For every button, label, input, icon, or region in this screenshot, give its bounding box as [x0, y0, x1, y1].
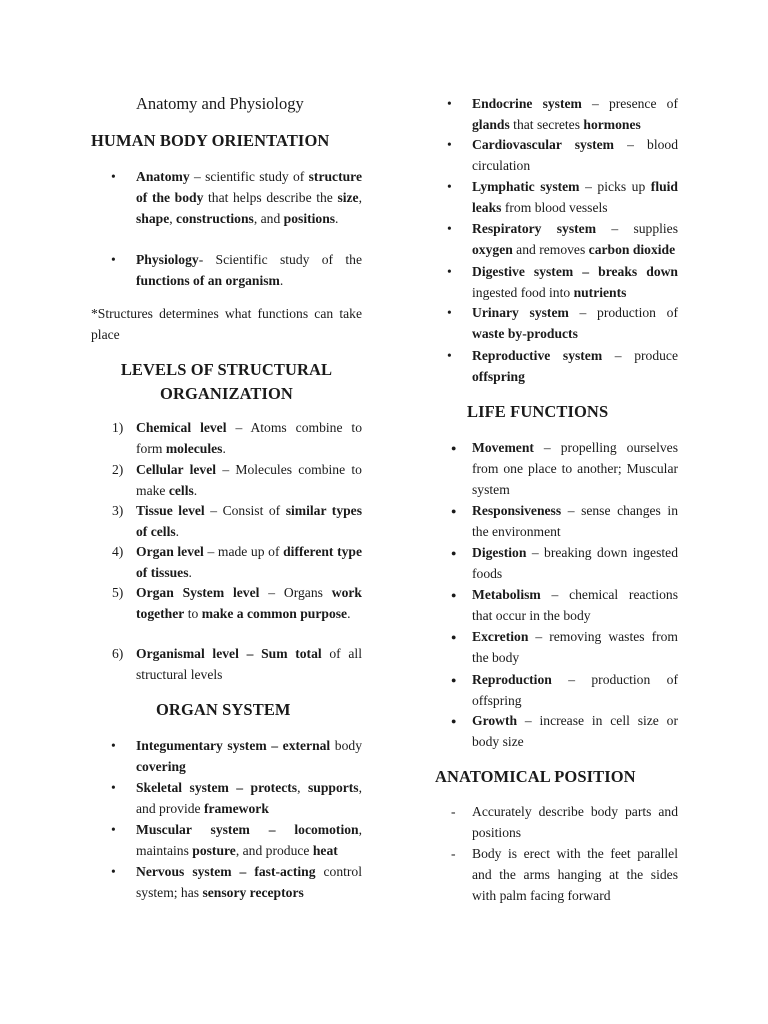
bold-text: Lymphatic system: [472, 179, 580, 194]
text: – Organs: [259, 585, 332, 600]
bold-text: Endocrine system: [472, 96, 582, 111]
bullet-marker: •: [447, 348, 452, 363]
bullet-marker: •: [111, 169, 116, 184]
text: – supplies: [596, 221, 678, 236]
bold-text: Integumentary system – external: [136, 738, 331, 753]
anatomical-position-item: [451, 844, 678, 906]
text: ,: [297, 780, 308, 795]
list-number: 3): [112, 503, 124, 518]
level-item: [112, 501, 362, 543]
text: body: [330, 738, 362, 753]
bullet-marker: •: [447, 179, 452, 194]
bold-text: Organismal level – Sum total: [136, 646, 322, 661]
bold-text: similar types of cells: [136, 503, 362, 539]
bullet-marker: •: [447, 221, 452, 236]
organ-system-item: [447, 346, 678, 388]
level-item: [112, 460, 362, 502]
text: , and produce: [235, 842, 313, 858]
text: – Atoms combine to form: [136, 420, 363, 456]
organ-system-item: [447, 219, 678, 261]
text: , maintains: [136, 822, 362, 858]
heading-human-body-orientation: HUMAN BODY ORIENTATION: [91, 131, 330, 150]
text: .: [188, 564, 192, 580]
bold-text: Responsiveness: [472, 503, 562, 518]
text: ingested food into: [472, 284, 574, 300]
text: – Molecules combine to make: [136, 462, 362, 498]
text: .: [175, 523, 180, 539]
life-function-item: [451, 543, 678, 585]
dash-marker: -: [451, 846, 456, 861]
bold-text: Excretion: [472, 629, 529, 644]
text: .: [335, 210, 339, 226]
text: Accurately describe body parts and positions: [472, 804, 678, 840]
bold-text: carbon dioxide: [588, 241, 676, 257]
text: .: [279, 272, 284, 288]
bold-text: Digestive system – breaks down: [472, 264, 678, 279]
bold-text: make a common purpose: [201, 605, 348, 621]
orientation-item: [111, 250, 362, 292]
level-item: [112, 418, 363, 460]
text: – made up of: [203, 544, 284, 559]
list-number: 4): [112, 544, 124, 559]
level-item: [112, 542, 362, 584]
level-item: [112, 644, 362, 686]
text: – scientific study of: [189, 169, 309, 184]
text: of all structural levels: [136, 646, 362, 682]
text: ,: [358, 189, 362, 205]
text: to: [184, 605, 202, 621]
organ-system-item: [447, 135, 678, 177]
life-function-item: [451, 627, 678, 669]
bold-text: Organ System level: [136, 585, 260, 600]
life-function-item: [451, 501, 678, 543]
text: – production of offspring: [472, 672, 678, 708]
bullet-marker: •: [447, 264, 452, 279]
heading-life-functions: LIFE FUNCTIONS: [467, 402, 609, 421]
dash-marker: -: [451, 804, 456, 819]
text: and removes: [512, 241, 589, 257]
text: – production of: [568, 305, 678, 320]
text: .: [193, 482, 198, 498]
bold-text: constructions: [176, 210, 254, 226]
bold-text: cells: [168, 482, 194, 498]
text: – produce: [602, 348, 678, 363]
life-function-item: [451, 670, 678, 712]
bullet-marker: ●: [451, 590, 457, 600]
organ-system-item: [447, 94, 678, 136]
organ-system-item: [447, 177, 678, 219]
text: from blood vessels: [501, 199, 608, 215]
list-number: 1): [112, 420, 124, 435]
bullet-marker: •: [111, 738, 116, 753]
text: that helps describe the: [203, 189, 338, 205]
bold-text: Organ level: [136, 544, 204, 559]
bold-text: waste by-products: [472, 325, 578, 341]
bullet-marker: ●: [451, 443, 457, 453]
bullet-marker: •: [111, 252, 116, 267]
life-function-item: [451, 585, 678, 627]
level-item: [112, 583, 362, 625]
bullet-marker: •: [111, 822, 116, 837]
bold-text: Anatomy: [136, 169, 190, 184]
bold-text: sensory receptors: [202, 884, 304, 900]
bullet-marker: ●: [451, 506, 457, 516]
bold-text: oxygen: [472, 241, 513, 257]
bold-text: Reproductive system: [472, 348, 603, 363]
bold-text: Muscular system – locomotion: [136, 822, 359, 837]
bold-text: offspring: [472, 368, 525, 384]
bold-text: Cardiovascular system: [472, 137, 614, 152]
bold-text: Digestion: [472, 545, 527, 560]
bold-text: heat: [312, 842, 338, 858]
bullet-marker: ●: [451, 716, 457, 726]
bold-text: Tissue level: [136, 503, 205, 518]
organ-system-item: [111, 778, 363, 820]
bullet-marker: ●: [451, 675, 457, 685]
list-number: 2): [112, 462, 124, 477]
bold-text: hormones: [583, 116, 641, 132]
organ-system-item: [111, 736, 362, 778]
text: – propelling ourselves from one place to another; Muscular system: [472, 440, 678, 497]
bold-text: Metabolism: [472, 587, 541, 602]
text: , and provide: [136, 780, 363, 816]
bold-text: different type of tissues: [136, 544, 362, 580]
organ-system-item: [447, 262, 678, 304]
bullet-marker: ●: [451, 632, 457, 642]
heading-levels-line2: ORGANIZATION: [160, 384, 293, 403]
bold-text: fluid leaks: [472, 179, 678, 215]
bold-text: Reproduction: [472, 672, 552, 687]
bullet-marker: •: [447, 137, 452, 152]
structure-function-note: *Structures determines what functions can take place: [91, 306, 362, 342]
text: control system; has: [136, 864, 362, 900]
bold-text: Nervous system – fast-acting: [136, 864, 316, 879]
bold-text: covering: [136, 758, 186, 774]
bold-text: Respiratory system: [472, 221, 597, 236]
text: – breaking down ingested foods: [472, 545, 678, 581]
bullet-marker: •: [447, 96, 452, 111]
bold-text: shape: [136, 210, 170, 226]
text: – blood circulation: [472, 137, 678, 173]
bold-text: size: [337, 189, 359, 205]
bold-text: Chemical level: [136, 420, 227, 435]
bold-text: framework: [203, 800, 269, 816]
text: that secretes: [509, 116, 584, 132]
bold-text: nutrients: [573, 284, 627, 300]
heading-levels-line1: LEVELS OF STRUCTURAL: [120, 360, 333, 379]
bold-text: Movement: [472, 440, 534, 455]
organ-system-item: [447, 303, 678, 345]
life-function-item: [451, 438, 678, 500]
text: ,: [169, 210, 177, 226]
bullet-marker: ●: [451, 548, 457, 558]
text: .: [222, 440, 226, 456]
text: Body is erect with the feet parallel and the arms hanging at the sides with palm facing forward: [472, 846, 678, 903]
bold-text: positions: [283, 210, 336, 226]
text: , and: [253, 210, 284, 226]
bold-text: Skeletal system – protects: [136, 780, 298, 795]
heading-levels-of-organization: [91, 358, 362, 406]
bold-text: Growth: [472, 713, 518, 728]
list-number: 5): [112, 585, 124, 600]
life-function-item: [451, 711, 678, 753]
text: – chemical reactions that occur in the body: [472, 587, 678, 623]
bold-text: Cellular level: [136, 462, 217, 477]
orientation-item: [111, 167, 362, 229]
bold-text: Physiology: [136, 252, 199, 267]
bold-text: supports: [307, 780, 359, 795]
bullet-marker: •: [447, 305, 452, 320]
text: - Scientific study of the: [198, 252, 362, 267]
text: – presence of: [581, 96, 678, 111]
text: – removing wastes from the body: [472, 629, 678, 665]
bold-text: Urinary system: [472, 305, 569, 320]
bold-text: glands: [472, 116, 510, 132]
organ-system-item: [111, 862, 362, 904]
bold-text: molecules: [165, 440, 223, 456]
heading-organ-system: ORGAN SYSTEM: [156, 700, 291, 719]
text: .: [347, 605, 351, 621]
text: – picks up: [579, 179, 651, 194]
bullet-marker: •: [111, 864, 116, 879]
bullet-marker: •: [111, 780, 116, 795]
heading-anatomical-position: ANATOMICAL POSITION: [435, 767, 636, 786]
anatomical-position-item: [451, 802, 678, 844]
bold-text: posture: [192, 842, 236, 858]
text: – increase in cell size or body size: [472, 713, 678, 749]
organ-system-item: [111, 820, 362, 862]
document-title: Anatomy and Physiology: [136, 94, 304, 113]
list-number: 6): [112, 646, 124, 661]
text: – sense changes in the environment: [472, 503, 678, 539]
bold-text: functions of an organism: [136, 272, 280, 288]
bold-text: work together: [136, 585, 362, 621]
text: – Consist of: [204, 503, 286, 518]
bold-text: structure of the body: [136, 169, 362, 205]
